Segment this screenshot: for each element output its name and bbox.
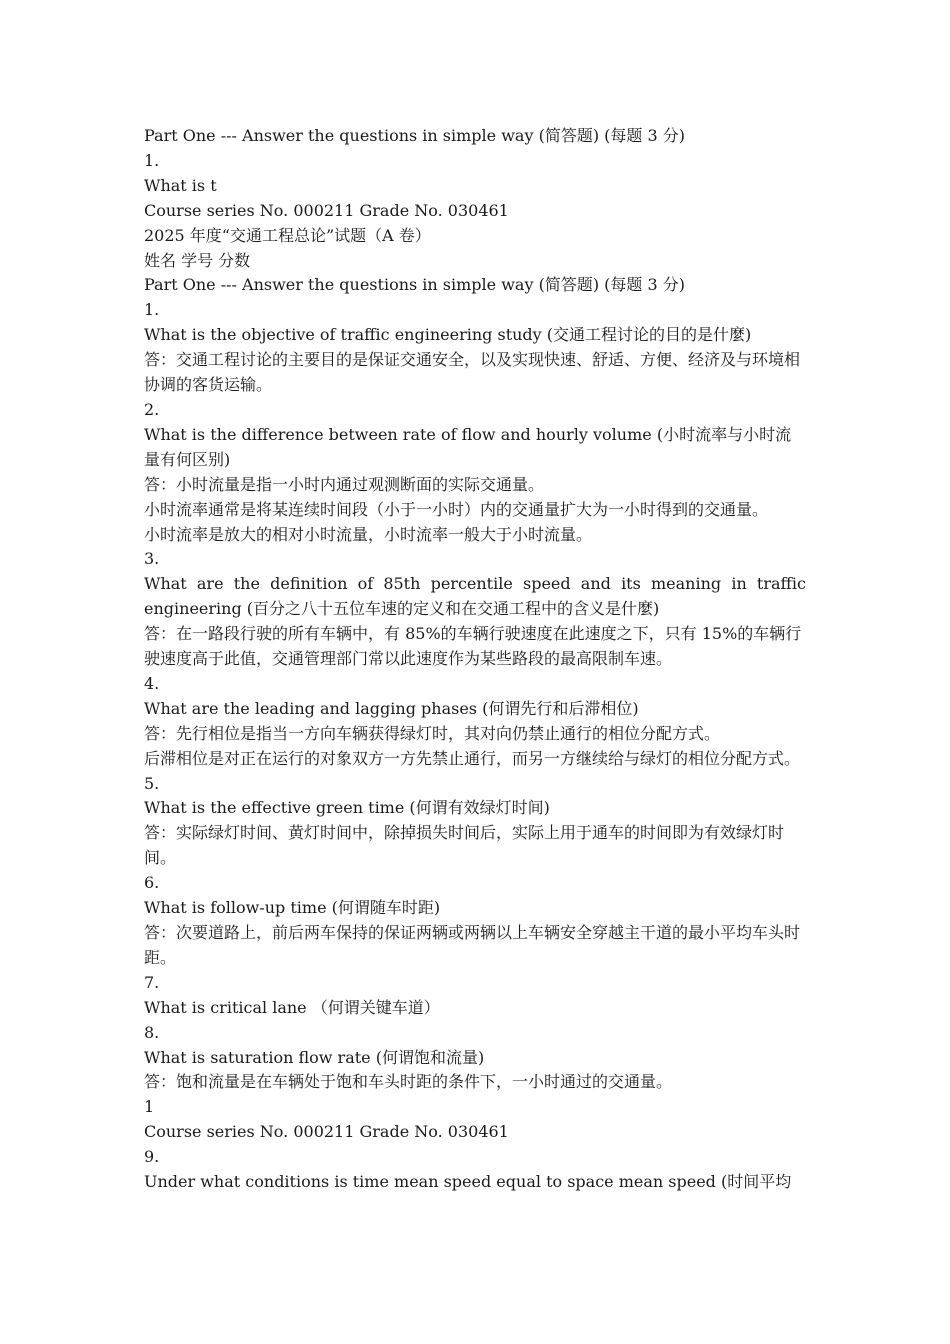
question-number: 5. [144,773,160,793]
question-number: 1. [144,300,160,320]
answer-text: 小时流率通常是将某连续时间段（小于一小时）内的交通量扩大为一小时得到的交通量。 [144,499,769,519]
answer-text: 后滞相位是对正在运行的对象双方一方先禁止通行，而另一方继续给与绿灯的相位分配方式。 [144,748,801,768]
question-text: Under what conditions is time mean speed equal to space mean speed (时间平均 [144,1172,792,1192]
question-number: 4. [144,673,160,693]
question-number: 1. [144,150,160,170]
question-number: 9. [144,1147,160,1167]
question-text: What is follow-up time (何谓随车时距) [144,898,441,918]
course-series: Course series No. 000211 Grade No. 030461 [144,200,509,220]
answer-text: 答：饱和流量是在车辆处于饱和车头时距的条件下，一小时通过的交通量。 [144,1072,673,1092]
question-text: What is the difference between rate of flow and hourly volume (小时流率与小时流量有何区别) [144,424,792,469]
question-text: What is the effective green time (何谓有效绿灯时间) [144,798,550,818]
question-number: 7. [144,972,160,992]
page-number: 1 [144,1097,155,1117]
question-number: 6. [144,873,160,893]
question-text: What are the definition of 85th percentile speed and its meaning in traffic engineering (百分之八十五位车速的定义和在交通工程中的含义是什麼) [144,574,806,619]
question-number: 2. [144,399,160,419]
answer-text: 答：实际绿灯时间、黄灯时间中，除掉损失时间后，实际上用于通车的时间即为有效绿灯时间。 [144,823,785,868]
question-text: What is the objective of traffic engineering study (交通工程讨论的目的是什麼) [144,325,752,345]
answer-text: 答：在一路段行驶的所有车辆中，有 85%的车辆行驶速度在此速度之下，只有 15%的车辆行驶速度高于此值，交通管理部门常以此速度作为某些路段的最高限制车速。 [144,624,802,669]
truncated-question: What is t [144,175,217,195]
question-text: What is saturation flow rate (何谓饱和流量) [144,1047,485,1067]
answer-text: 小时流率是放大的相对小时流量，小时流率一般大于小时流量。 [144,524,593,544]
section-heading: Part One --- Answer the questions in simple way (简答题) (每题 3 分) [144,275,685,295]
answer-text: 答：小时流量是指一小时内通过观测断面的实际交通量。 [144,474,545,494]
question-text: What are the leading and lagging phases (何谓先行和后滞相位) [144,698,639,718]
document-page [144,124,806,1195]
course-series: Course series No. 000211 Grade No. 030461 [144,1122,509,1142]
question-text: What is critical lane （何谓关键车道） [144,997,440,1017]
section-heading: Part One --- Answer the questions in simple way (简答题) (每题 3 分) [144,126,685,145]
answer-text: 答：交通工程讨论的主要目的是保证交通安全，以及实现快速、舒适、方便、经济及与环境相协调的客货运输。 [144,350,801,395]
question-number: 8. [144,1022,160,1042]
question-number: 3. [144,549,160,569]
student-info-line: 姓名 学号 分数 [144,250,251,270]
answer-text: 答：先行相位是指当一方向车辆获得绿灯时，其对向仍禁止通行的相位分配方式。 [144,723,721,743]
answer-text: 答：次要道路上，前后两车保持的保证两辆或两辆以上车辆安全穿越主干道的最小平均车头时距。 [144,923,801,967]
exam-title: 2025 年度“交通工程总论”试题（A 卷） [144,225,431,245]
